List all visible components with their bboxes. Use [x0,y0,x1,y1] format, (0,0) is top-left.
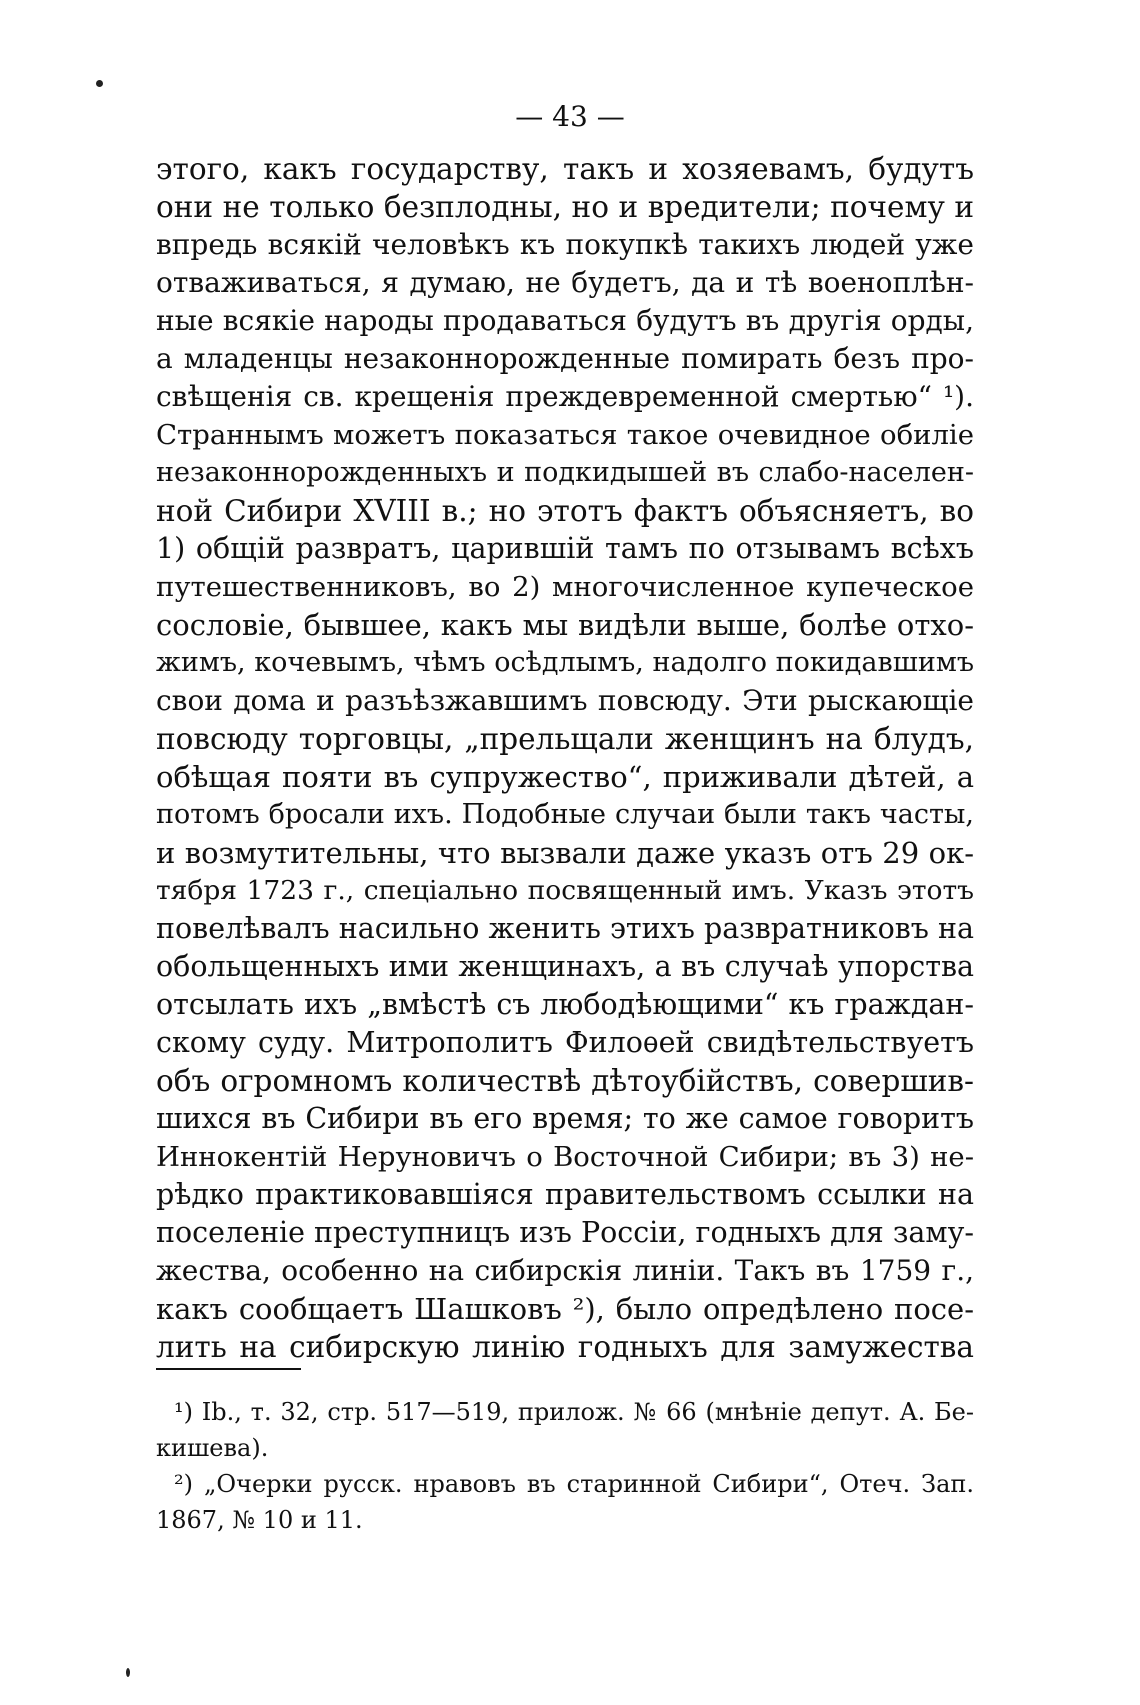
text-line: повсюду торговцы, „прельщали женщинъ на блудъ, [156,722,974,756]
text-line: лить на сибирскую линію годныхъ для замужества [156,1330,974,1364]
text-line: тября 1723 г., спеціально посвященный имъ. Указъ этотъ [156,875,974,906]
text-line: поселеніе преступницъ изъ Россіи, годныхъ для заму- [156,1216,974,1249]
text-line: повелѣвалъ насильно женить этихъ развратниковъ на [156,912,974,945]
text-line: жимъ, кочевымъ, чѣмъ осѣдлымъ, надолго покидавшимъ [156,647,974,678]
text-line: скому суду. Митрополитъ Филоѳей свидѣтельствуетъ [156,1026,974,1059]
text-line: какъ сообщаетъ Шашковъ ²), было опредѣлено посе- [156,1292,974,1326]
text-line: обѣщая пояти въ супружество“, приживали дѣтей, а [156,760,974,794]
text-line: незаконнорожденныхъ и подкидышей въ слабо-населен- [156,457,974,488]
text-line: а младенцы незаконнорожденные помирать безъ про- [156,342,974,375]
text-line: Страннымъ можетъ показаться такое очевидное обиліе [156,419,974,451]
ink-speck [96,80,103,87]
text-line: объ огромномъ количествѣ дѣтоубійствъ, совершив- [156,1064,974,1098]
text-line: путешественниковъ, во 2) многочисленное купеческое [156,571,974,603]
text-line: ные всякіе народы продаваться будутъ въ другія орды, [156,304,974,337]
footnote-2: ²) „Очерки русск. нравовъ въ старинной Сибири“, Отеч. Зап. [174,1470,974,1498]
page-number: — 43 — [515,100,625,133]
footnotes [156,1394,974,1538]
footnote-divider [156,1368,301,1370]
text-line: отваживаться, я думаю, не будетъ, да и тѣ военоплѣн- [156,266,974,299]
text-line: шихся въ Сибири въ его время; то же самое говоритъ [156,1102,974,1135]
text-line: свои дома и разъѣзжавшимъ повсюду. Эти рыскающіе [156,684,974,717]
text-line: они не только безплодны, но и вредители; почему и [156,190,974,224]
text-line: этого, какъ государству, такъ и хозяевамъ, будутъ [156,152,974,186]
text-line: 1) общій развратъ, царившій тамъ по отзывамъ всѣхъ [156,532,974,565]
text-line: ной Сибири XVIII в.; но этотъ фактъ объясняетъ, во [156,494,974,528]
footnote-1: ¹) Ib., т. 32, стр. 517—519, прилож. № 66 (мнѣніе депут. А. Бе- [174,1398,974,1426]
text-line: свѣщенія св. крещенія преждевременной смертью“ ¹). [156,380,974,413]
text-line: жества, особенно на сибирскія линіи. Такъ въ 1759 г., [156,1254,974,1287]
text-line: рѣдко практиковавшіяся правительствомъ ссылки на [156,1178,974,1211]
text-line: и возмутительны, что вызвали даже указъ отъ 29 ок- [156,836,974,870]
footnote-2-continuation: 1867, № 10 и 11. [156,1506,363,1534]
text-line: сословіе, бывшее, какъ мы видѣли выше, болѣе отхо- [156,608,974,642]
text-line: Иннокентій Неруновичъ о Восточной Сибири; въ 3) не- [156,1141,974,1173]
ink-speck [126,1668,130,1677]
text-line: обольщенныхъ ими женщинахъ, а въ случаѣ упорства [156,950,974,983]
footnote-1-continuation: кишева). [156,1434,269,1462]
text-line: отсылать ихъ „вмѣстѣ съ любодѣющими“ къ граждан- [156,988,974,1021]
text-line: впредь всякій человѣкъ къ покупкѣ такихъ людей уже [156,228,974,261]
body-text [156,150,974,1366]
text-line: потомъ бросали ихъ. Подобные случаи были такъ часты, [156,799,974,830]
